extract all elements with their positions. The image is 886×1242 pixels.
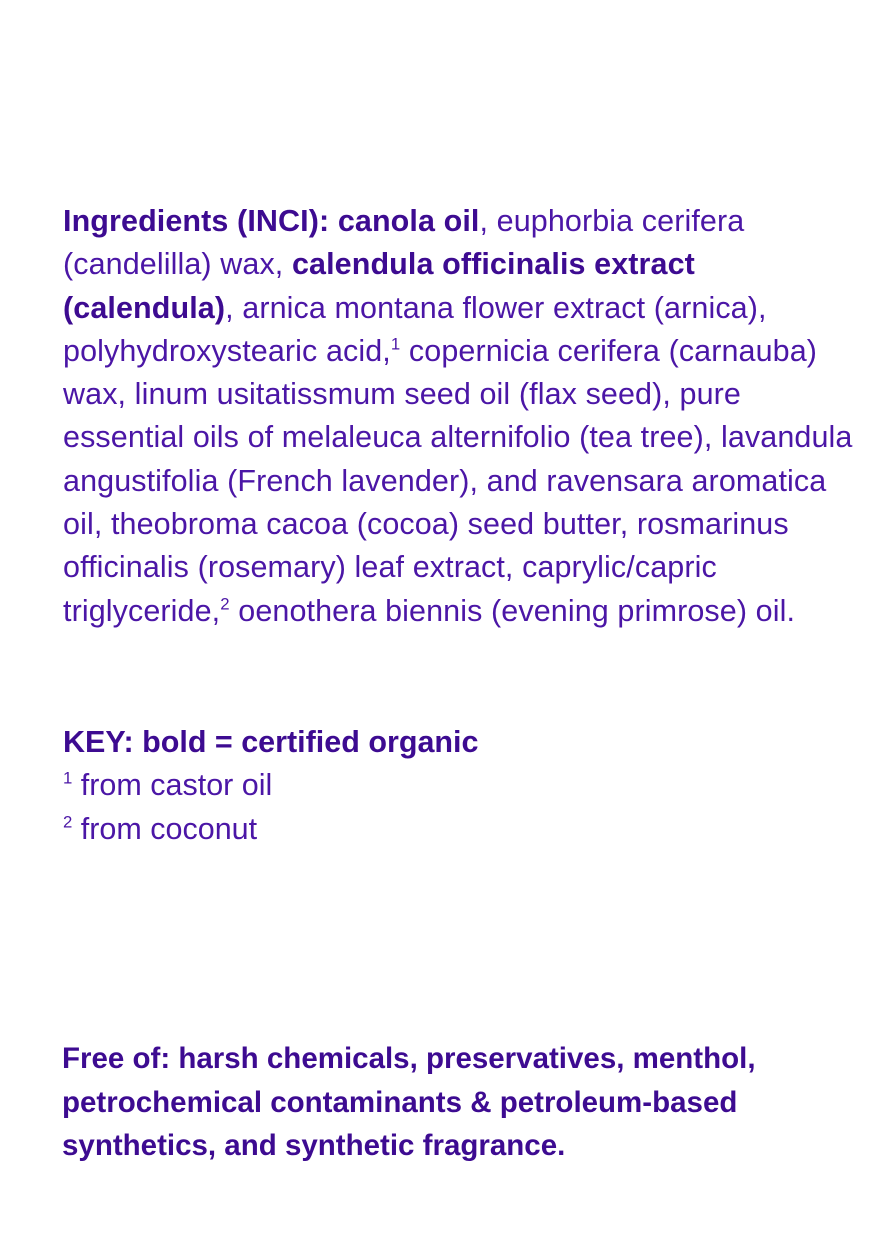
free-of-statement: Free of: harsh chemicals, preservatives, menthol, petrochemical contaminants & petroleum-based synthetics, and synthetic fragrance. bbox=[62, 1042, 756, 1162]
ingredient-text-segment: , euphorbia cerifera (candelilla) wax, bbox=[63, 204, 745, 282]
footnote-1-text: from castor oil bbox=[72, 768, 273, 803]
footnote-marker-2: 2 bbox=[220, 593, 230, 613]
key-section bbox=[63, 721, 823, 851]
footnote-1-marker: 1 bbox=[63, 768, 73, 788]
ingredient-text-segment: copernicia cerifera (carnauba) wax, linum usitatissmum seed oil (flax seed), pure essential oils of melaleuca alternifolio (tea tree), lavandula angustifolia (French lavender), and ravensara aromatica oil, theobroma cacoa (cocoa) seed butter, rosmarinus officinalis (rosemary) leaf extract, caprylic/capric triglyceride, bbox=[63, 333, 853, 628]
ingredients-label: Ingredients (INCI): bbox=[63, 204, 330, 238]
ingredient-text-segment: , arnica montana flower extract (arnica), polyhydroxystearic acid, bbox=[63, 290, 767, 368]
ingredients-paragraph bbox=[63, 200, 863, 633]
footnote-2 bbox=[63, 808, 823, 851]
footnote-marker-1: 1 bbox=[390, 334, 401, 354]
ingredient-text-segment: oenothera biennis (evening primrose) oil. bbox=[229, 593, 796, 628]
key-legend: KEY: bold = certified organic bbox=[63, 725, 479, 759]
footnote-2-marker: 2 bbox=[63, 811, 73, 831]
footnote-1 bbox=[63, 764, 823, 807]
footnote-2-text: from coconut bbox=[72, 811, 258, 846]
ingredient-organic-canola: canola oil bbox=[337, 204, 480, 238]
ingredient-organic-calendula: calendula officinalis extract (calendula) bbox=[63, 247, 695, 325]
